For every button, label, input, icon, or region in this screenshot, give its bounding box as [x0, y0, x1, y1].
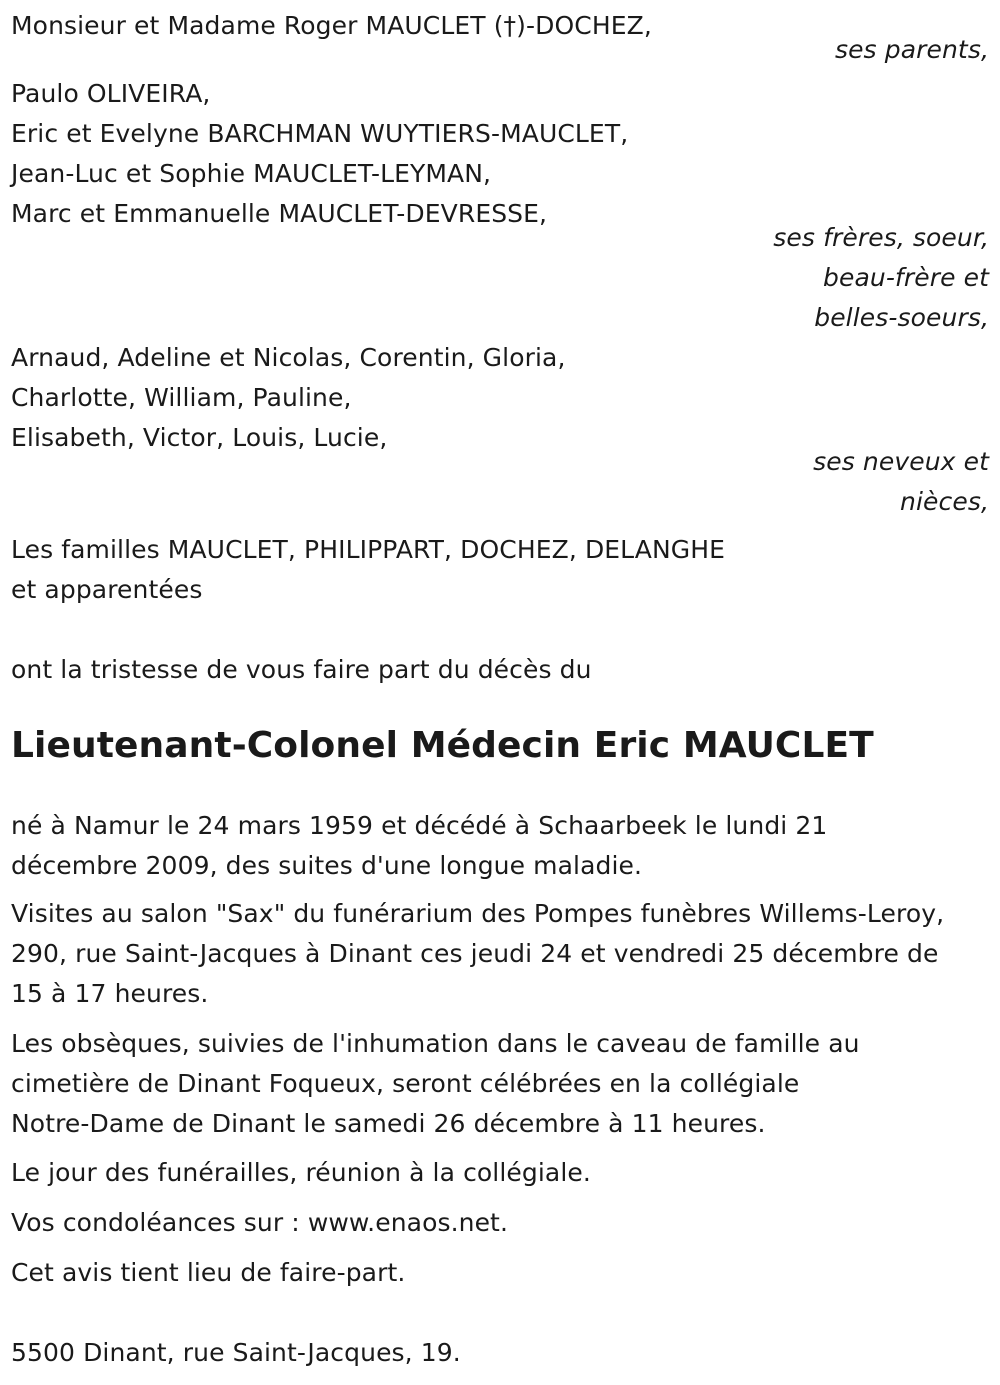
- sibling-line: Paulo OLIVEIRA,: [11, 79, 211, 108]
- sibling-line: Jean-Luc et Sophie MAUCLET-LEYMAN,: [11, 159, 492, 188]
- parents-line: Monsieur et Madame Roger MAUCLET (†)-DOCHEZ,: [11, 11, 652, 40]
- nephew-line: Arnaud, Adeline et Nicolas, Corentin, Gloria,: [11, 343, 566, 372]
- birth-death-line: décembre 2009, des suites d'une longue maladie.: [11, 851, 643, 880]
- siblings-relation-line: beau-frère et: [823, 263, 989, 292]
- notice-line: Cet avis tient lieu de faire-part.: [11, 1258, 406, 1287]
- birth-death-line: né à Namur le 24 mars 1959 et décédé à Schaarbeek le lundi 21: [11, 811, 828, 840]
- death-notice: [11, 6, 991, 1373]
- visits-line: 15 à 17 heures.: [11, 979, 209, 1008]
- visits-paragraph: [11, 894, 991, 1014]
- nephews-block: [11, 338, 991, 458]
- siblings-relation: [11, 218, 991, 338]
- funeral-line: Notre-Dame de Dinant le samedi 26 décembre à 11 heures.: [11, 1109, 766, 1138]
- nephews-relation-line: ses neveux et: [813, 447, 989, 476]
- parents-relation: ses parents,: [834, 35, 989, 64]
- funeral-line: Les obsèques, suivies de l'inhumation dans le caveau de famille au: [11, 1029, 860, 1058]
- siblings-relation-line: ses frères, soeur,: [773, 223, 989, 252]
- announcement: ont la tristesse de vous faire part du décès du: [11, 655, 592, 684]
- visits-line: Visites au salon "Sax" du funérarium des Pompes funèbres Willems-Leroy,: [11, 899, 945, 928]
- nephew-line: Elisabeth, Victor, Louis, Lucie,: [11, 423, 388, 452]
- condolences-line: Vos condoléances sur : www.enaos.net.: [11, 1208, 509, 1237]
- siblings-block: [11, 74, 991, 234]
- deceased-title: Lieutenant-Colonel Médecin Eric MAUCLET: [11, 725, 874, 766]
- nephews-relation-line: nièces,: [900, 487, 989, 516]
- birth-death-paragraph: [11, 806, 991, 886]
- funeral-line: cimetière de Dinant Foqueux, seront célébrées en la collégiale: [11, 1069, 800, 1098]
- nephew-line: Charlotte, William, Pauline,: [11, 383, 352, 412]
- visits-line: 290, rue Saint-Jacques à Dinant ces jeudi 24 et vendredi 25 décembre de: [11, 939, 939, 968]
- families-block: [11, 530, 991, 610]
- families-line: et apparentées: [11, 575, 203, 604]
- sibling-line: Eric et Evelyne BARCHMAN WUYTIERS-MAUCLET,: [11, 119, 629, 148]
- sibling-line: Marc et Emmanuelle MAUCLET-DEVRESSE,: [11, 199, 548, 228]
- siblings-relation-line: belles-soeurs,: [814, 303, 989, 332]
- address-line: 5500 Dinant, rue Saint-Jacques, 19.: [11, 1338, 461, 1367]
- funeral-paragraph: [11, 1024, 991, 1144]
- families-line: Les familles MAUCLET, PHILIPPART, DOCHEZ, DELANGHE: [11, 535, 726, 564]
- gathering-line: Le jour des funérailles, réunion à la collégiale.: [11, 1158, 591, 1187]
